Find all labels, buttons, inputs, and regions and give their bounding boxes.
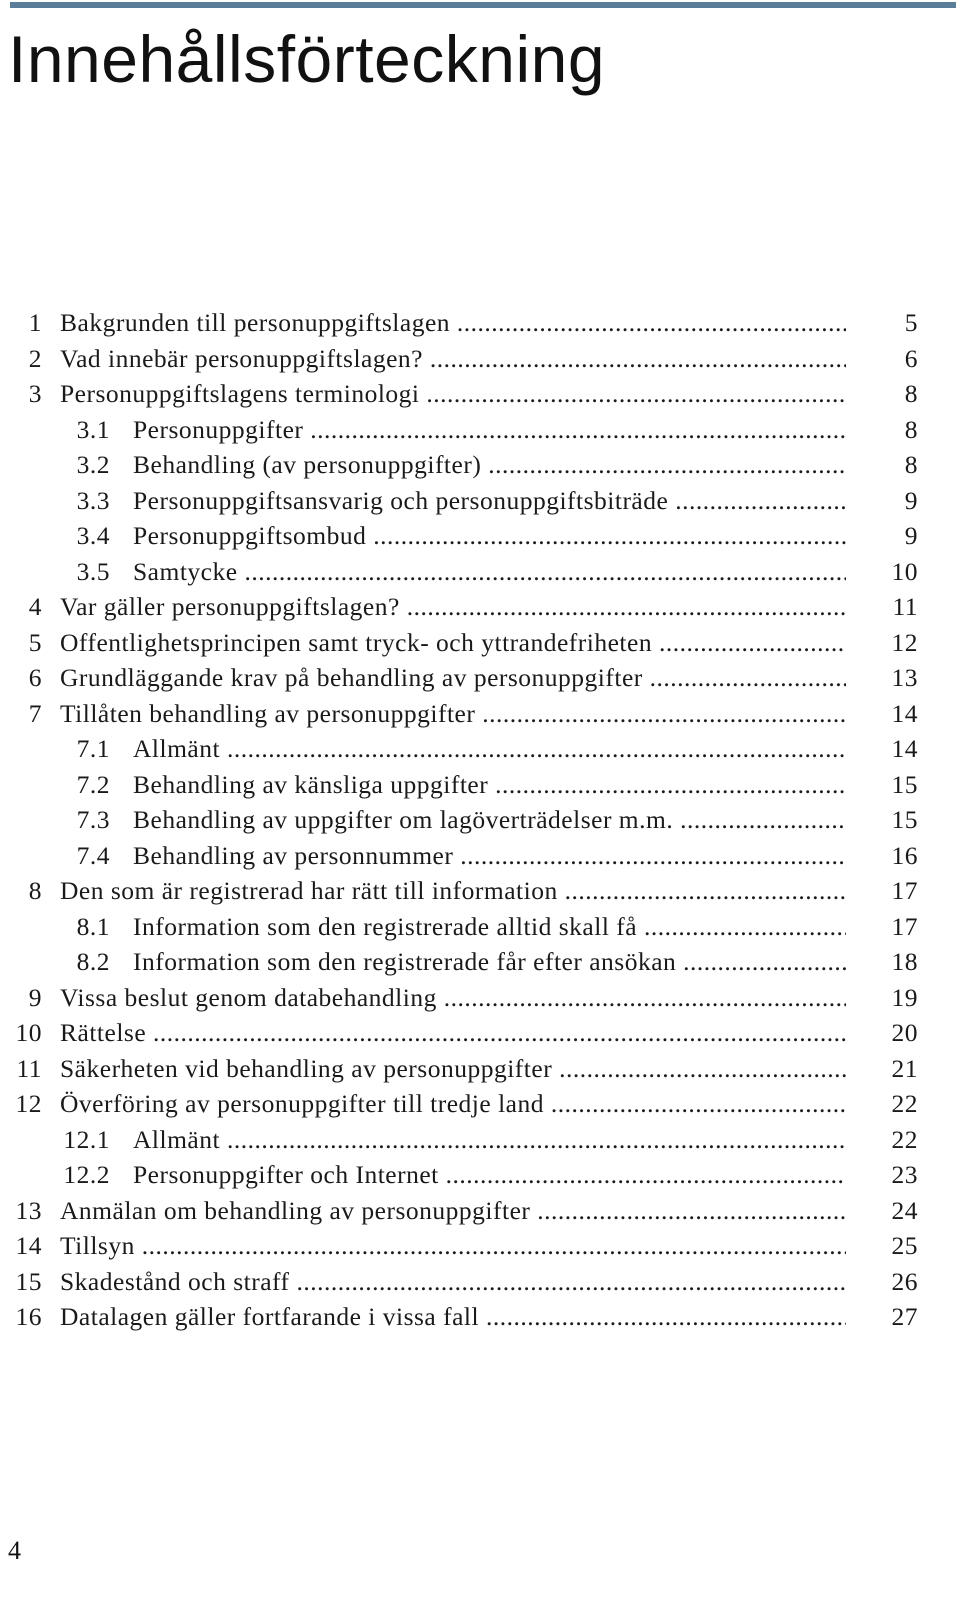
toc-entry-title[interactable]: Tillsyn ..... bbox=[60, 1228, 846, 1264]
toc-entry[interactable] bbox=[0, 1086, 960, 1122]
toc-entry-page[interactable]: 22 bbox=[891, 1124, 918, 1154]
toc-entry[interactable] bbox=[0, 1051, 960, 1087]
toc-entry-page[interactable]: 9 bbox=[904, 485, 918, 515]
toc-entry-number: 15 bbox=[15, 1266, 42, 1296]
toc-entry-number: 3.3 bbox=[76, 485, 110, 515]
toc-entry[interactable] bbox=[0, 1193, 960, 1229]
toc-entry-number: 8.1 bbox=[76, 911, 110, 941]
toc-entry-page[interactable]: 23 bbox=[891, 1160, 918, 1189]
toc-entry-title[interactable]: Vad innebär personuppgiftslagen? ..... bbox=[60, 341, 846, 377]
header-rule bbox=[10, 2, 956, 8]
toc-entry-page[interactable]: 17 bbox=[891, 911, 918, 941]
toc-entry-page[interactable]: 10 bbox=[891, 556, 918, 586]
toc-entry-page[interactable]: 22 bbox=[891, 1089, 918, 1118]
toc-entry-title[interactable]: Personuppgifter ..... bbox=[133, 412, 846, 448]
toc-entry-title[interactable]: Personuppgiftsombud ..... bbox=[133, 518, 846, 554]
toc-entry-number: 14 bbox=[15, 1231, 42, 1260]
toc-entry-title[interactable]: Var gäller personuppgiftslagen? ..... bbox=[60, 589, 846, 625]
toc-entry-number: 8.2 bbox=[76, 947, 110, 976]
toc-entry-title[interactable]: Bakgrunden till personuppgiftslagen ..... bbox=[60, 305, 846, 341]
toc-entry-number: 9 bbox=[28, 982, 42, 1012]
toc-entry-title[interactable]: Tillåten behandling av personuppgifter ..... bbox=[60, 696, 846, 732]
toc-entry[interactable] bbox=[0, 660, 960, 696]
toc-entry-page[interactable]: 14 bbox=[891, 698, 918, 728]
toc-entry-page[interactable]: 5 bbox=[904, 308, 918, 337]
toc-entry-page[interactable]: 26 bbox=[891, 1266, 918, 1296]
toc-entry[interactable] bbox=[0, 731, 960, 767]
toc-entry-title[interactable]: Skadestånd och straff ..... bbox=[60, 1264, 846, 1300]
toc-entry[interactable] bbox=[0, 518, 960, 554]
toc-entry-title[interactable]: Information som den registrerade får efter ansökan ..... bbox=[133, 944, 846, 980]
toc-entry-number: 3.1 bbox=[76, 414, 110, 444]
toc-entry-page[interactable]: 6 bbox=[904, 343, 918, 373]
toc-entry[interactable] bbox=[0, 909, 960, 945]
toc-entry-number: 12 bbox=[15, 1089, 42, 1118]
toc-entry-title[interactable]: Säkerheten vid behandling av personuppgifter ..... bbox=[60, 1051, 846, 1087]
toc-entry-number: 3.2 bbox=[76, 450, 110, 479]
toc-entry-title[interactable]: Vissa beslut genom databehandling ..... bbox=[60, 980, 846, 1016]
toc-entry-number: 5 bbox=[28, 627, 42, 657]
toc-entry-page[interactable]: 12 bbox=[891, 627, 918, 657]
toc-entry-number: 7.1 bbox=[76, 734, 110, 763]
toc-entry[interactable] bbox=[0, 447, 960, 483]
toc-entry[interactable] bbox=[0, 625, 960, 661]
toc-entry-page[interactable]: 8 bbox=[904, 450, 918, 479]
toc-entry-title[interactable]: Behandling (av personuppgifter) ..... bbox=[133, 447, 846, 483]
toc-entry-title[interactable]: Anmälan om behandling av personuppgifter ..... bbox=[60, 1193, 846, 1229]
toc-entry-number: 10 bbox=[15, 1018, 42, 1047]
toc-entry-number: 13 bbox=[15, 1195, 42, 1225]
toc-entry-title[interactable]: Grundläggande krav på behandling av personuppgifter ..... bbox=[60, 660, 846, 696]
toc-entry[interactable] bbox=[0, 483, 960, 519]
toc-entry[interactable] bbox=[0, 1157, 960, 1193]
toc-entry-page[interactable]: 11 bbox=[892, 592, 918, 621]
toc-entry-number: 6 bbox=[28, 663, 42, 692]
toc-entry[interactable] bbox=[0, 1015, 960, 1051]
toc-entry-title[interactable]: Behandling av personnummer ..... bbox=[133, 838, 846, 874]
toc-entry[interactable] bbox=[0, 1299, 960, 1335]
toc-entry-number: 1 bbox=[28, 308, 42, 337]
toc-entry[interactable] bbox=[0, 589, 960, 625]
toc-entry[interactable] bbox=[0, 341, 960, 377]
toc-entry-page[interactable]: 16 bbox=[891, 840, 918, 870]
toc-entry-title[interactable]: Rättelse ..... bbox=[60, 1015, 846, 1051]
toc-entry-page[interactable]: 8 bbox=[904, 379, 918, 408]
toc-entry[interactable] bbox=[0, 767, 960, 803]
table-of-contents bbox=[0, 305, 960, 1335]
toc-entry-page[interactable]: 8 bbox=[904, 414, 918, 444]
toc-entry-title[interactable]: Den som är registrerad har rätt till information ..... bbox=[60, 873, 846, 909]
toc-entry[interactable] bbox=[0, 554, 960, 590]
toc-entry-page[interactable]: 15 bbox=[891, 805, 918, 834]
toc-entry[interactable] bbox=[0, 376, 960, 412]
toc-entry-title[interactable]: Information som den registrerade alltid skall få ..... bbox=[133, 909, 846, 945]
toc-entry[interactable] bbox=[0, 873, 960, 909]
toc-entry-page[interactable]: 27 bbox=[891, 1302, 918, 1331]
toc-entry-number: 16 bbox=[15, 1302, 42, 1331]
toc-entry-title[interactable]: Överföring av personuppgifter till tredje land ..... bbox=[60, 1086, 846, 1122]
toc-entry-number: 8 bbox=[28, 876, 42, 905]
toc-entry-title[interactable]: Personuppgiftslagens terminologi ..... bbox=[60, 376, 846, 412]
toc-entry-number: 2 bbox=[28, 343, 42, 373]
toc-entry-number: 7 bbox=[28, 698, 42, 728]
toc-entry-page[interactable]: 17 bbox=[891, 876, 918, 905]
page-number: 4 bbox=[8, 1536, 21, 1565]
toc-entry-title[interactable]: Datalagen gäller fortfarande i vissa fall ..... bbox=[60, 1299, 846, 1335]
toc-entry-page[interactable]: 20 bbox=[891, 1018, 918, 1047]
toc-entry-number: 3.5 bbox=[76, 556, 110, 586]
toc-entry-number: 3.4 bbox=[76, 521, 110, 550]
toc-entry-page[interactable]: 19 bbox=[891, 982, 918, 1012]
toc-entry[interactable] bbox=[0, 412, 960, 448]
toc-entry-number: 7.4 bbox=[76, 840, 110, 870]
toc-entry-number: 7.3 bbox=[76, 805, 110, 834]
toc-entry[interactable] bbox=[0, 1228, 960, 1264]
toc-entry[interactable] bbox=[0, 944, 960, 980]
toc-entry[interactable] bbox=[0, 1264, 960, 1300]
toc-entry[interactable] bbox=[0, 305, 960, 341]
toc-entry-title[interactable]: Behandling av uppgifter om lagöverträdelser m.m. ..... bbox=[133, 802, 846, 838]
toc-entry-number: 3 bbox=[28, 379, 42, 408]
toc-entry-page[interactable]: 14 bbox=[891, 734, 918, 763]
toc-entry-title[interactable]: Personuppgifter och Internet ..... bbox=[133, 1157, 846, 1193]
toc-entry-page[interactable]: 21 bbox=[891, 1053, 918, 1083]
toc-entry-page[interactable]: 15 bbox=[891, 769, 918, 799]
toc-entry-title[interactable]: Personuppgiftsansvarig och personuppgiftsbiträde ..... bbox=[133, 483, 846, 519]
toc-entry-number: 11 bbox=[16, 1053, 42, 1083]
toc-entry[interactable] bbox=[0, 1122, 960, 1158]
toc-entry-number: 12.2 bbox=[63, 1160, 110, 1189]
toc-entry-page[interactable]: 13 bbox=[891, 663, 918, 692]
toc-entry-page[interactable]: 25 bbox=[891, 1231, 918, 1260]
toc-entry-page[interactable]: 9 bbox=[904, 521, 918, 550]
toc-entry[interactable] bbox=[0, 802, 960, 838]
toc-entry-number: 4 bbox=[28, 592, 42, 621]
toc-entry-page[interactable]: 24 bbox=[891, 1195, 918, 1225]
toc-entry-title[interactable]: Behandling av känsliga uppgifter ..... bbox=[133, 767, 846, 803]
toc-entry[interactable] bbox=[0, 838, 960, 874]
toc-entry-title[interactable]: Allmänt ..... bbox=[133, 731, 846, 767]
toc-entry-page[interactable]: 18 bbox=[891, 947, 918, 976]
toc-entry-title[interactable]: Allmänt ..... bbox=[133, 1122, 846, 1158]
toc-entry[interactable] bbox=[0, 980, 960, 1016]
toc-entry-title[interactable]: Samtycke ..... bbox=[133, 554, 846, 590]
toc-entry[interactable] bbox=[0, 696, 960, 732]
toc-entry-number: 12.1 bbox=[63, 1124, 110, 1154]
toc-entry-number: 7.2 bbox=[76, 769, 110, 799]
page-title: Innehållsförteckning bbox=[8, 22, 606, 96]
toc-entry-title[interactable]: Offentlighetsprincipen samt tryck- och yttrandefriheten ..... bbox=[60, 625, 846, 661]
